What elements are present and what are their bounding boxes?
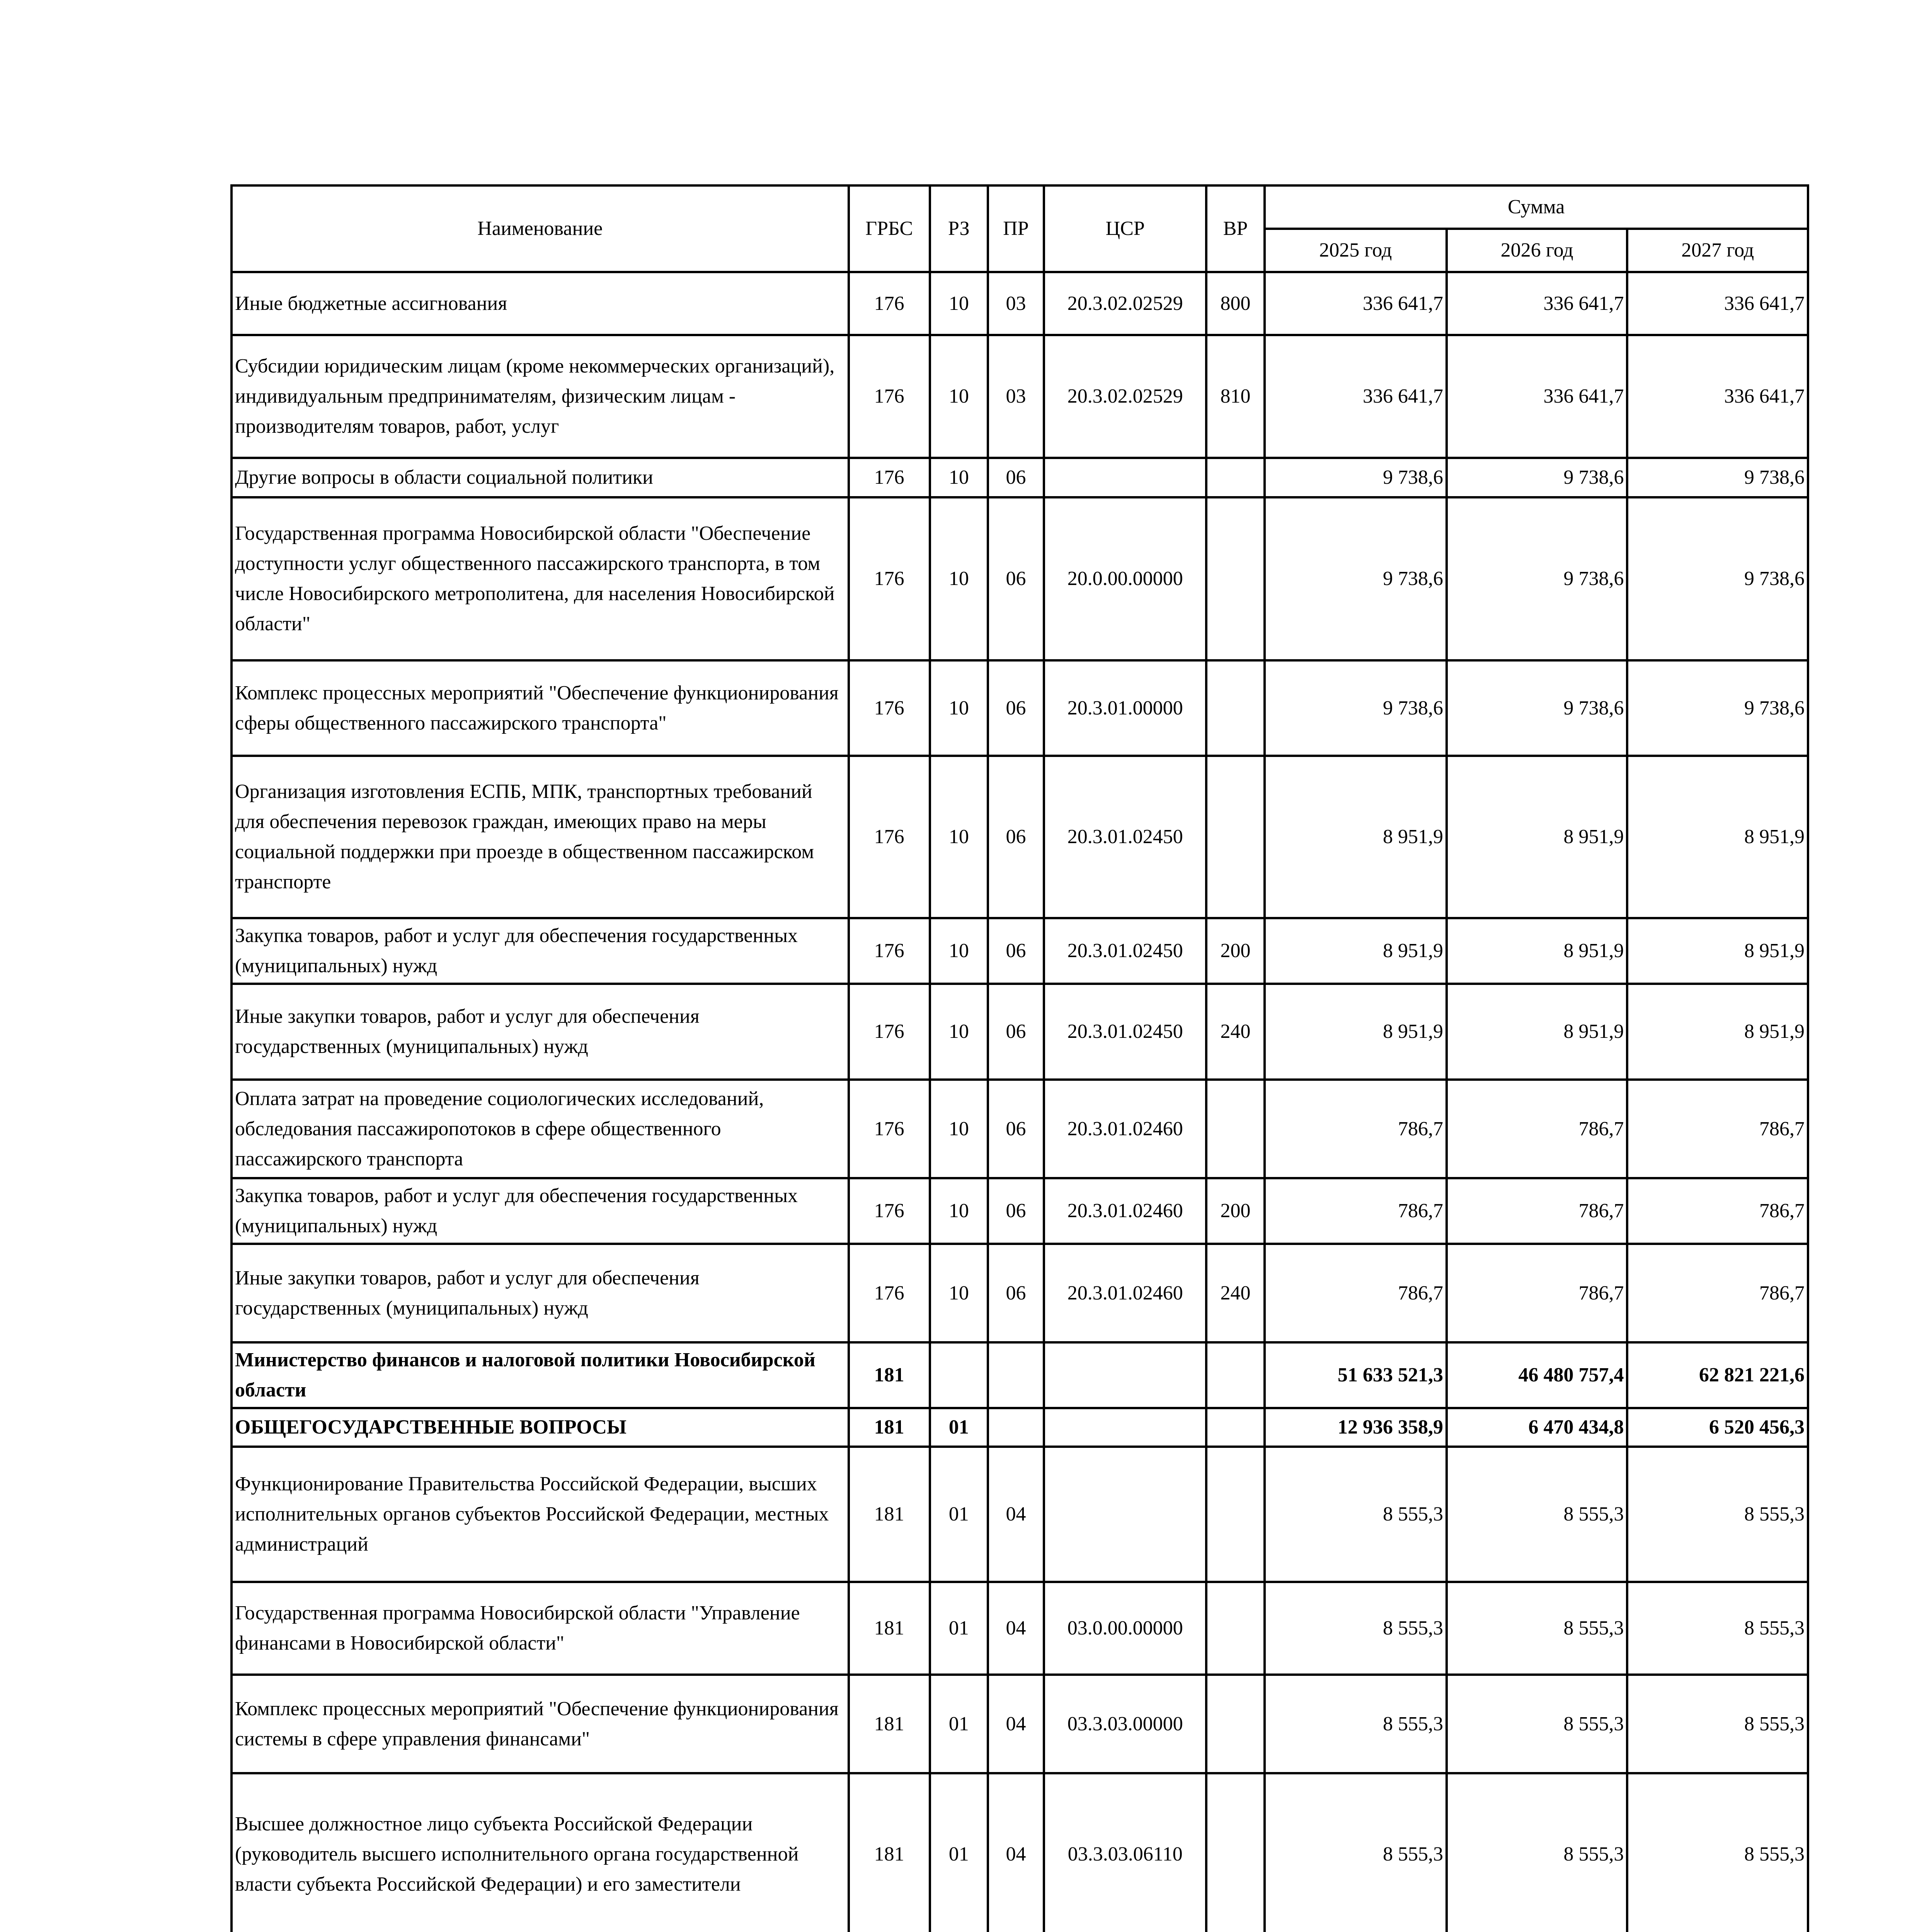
cell-vr (1206, 1342, 1264, 1408)
cell-sum-2025: 336 641,7 (1265, 335, 1447, 458)
cell-name: Субсидии юридическим лицам (кроме некоммерческих организаций), индивидуальным предпринимателям, физическим лицам - производителям товаров, работ, услуг (232, 335, 849, 458)
cell-sum-2026: 8 555,3 (1447, 1675, 1627, 1773)
cell-csr: 03.3.03.06110 (1044, 1773, 1206, 1932)
cell-csr: 20.3.01.02460 (1044, 1080, 1206, 1178)
cell-sum-2026: 786,7 (1447, 1080, 1627, 1178)
cell-sum-2025: 51 633 521,3 (1265, 1342, 1447, 1408)
cell-vr (1206, 1408, 1264, 1447)
table-row (232, 335, 1808, 458)
cell-sum-2026: 9 738,6 (1447, 660, 1627, 756)
cell-pr (988, 1342, 1044, 1408)
cell-rz: 01 (930, 1773, 988, 1932)
cell-sum-2025: 786,7 (1265, 1244, 1447, 1342)
cell-grbs: 181 (849, 1447, 930, 1582)
cell-sum-2027: 6 520 456,3 (1627, 1408, 1808, 1447)
cell-sum-2025: 8 555,3 (1265, 1582, 1447, 1675)
cell-rz: 10 (930, 272, 988, 335)
table-row (232, 1675, 1808, 1773)
cell-sum-2026: 336 641,7 (1447, 335, 1627, 458)
cell-sum-2026: 6 470 434,8 (1447, 1408, 1627, 1447)
cell-sum-2027: 9 738,6 (1627, 458, 1808, 497)
cell-name: Государственная программа Новосибирской области "Обеспечение доступности услуг общественного пассажирского транспорта, в том числе Новосибирского метрополитена, для населения Новосибирской области" (232, 497, 849, 660)
cell-sum-2027: 8 555,3 (1627, 1675, 1808, 1773)
cell-csr (1044, 1408, 1206, 1447)
cell-sum-2025: 336 641,7 (1265, 272, 1447, 335)
cell-sum-2026: 8 555,3 (1447, 1582, 1627, 1675)
cell-rz: 10 (930, 1178, 988, 1244)
cell-csr (1044, 1342, 1206, 1408)
cell-name: Комплекс процессных мероприятий "Обеспечение функционирования системы в сфере управления финансами" (232, 1675, 849, 1773)
cell-grbs: 181 (849, 1773, 930, 1932)
cell-pr: 03 (988, 272, 1044, 335)
header-sum: Сумма (1265, 185, 1808, 229)
cell-rz: 10 (930, 1244, 988, 1342)
cell-sum-2025: 8 951,9 (1265, 918, 1447, 984)
cell-vr: 240 (1206, 1244, 1264, 1342)
cell-sum-2027: 8 951,9 (1627, 984, 1808, 1080)
cell-rz: 10 (930, 1080, 988, 1178)
cell-csr: 20.3.02.02529 (1044, 335, 1206, 458)
cell-sum-2026: 9 738,6 (1447, 458, 1627, 497)
cell-sum-2025: 9 738,6 (1265, 497, 1447, 660)
cell-grbs: 176 (849, 984, 930, 1080)
cell-sum-2026: 786,7 (1447, 1244, 1627, 1342)
cell-sum-2025: 12 936 358,9 (1265, 1408, 1447, 1447)
table-row (232, 660, 1808, 756)
header-year-2026: 2026 год (1447, 229, 1627, 272)
cell-vr: 200 (1206, 1178, 1264, 1244)
cell-sum-2027: 336 641,7 (1627, 335, 1808, 458)
cell-sum-2026: 46 480 757,4 (1447, 1342, 1627, 1408)
cell-sum-2025: 8 555,3 (1265, 1773, 1447, 1932)
cell-sum-2025: 9 738,6 (1265, 660, 1447, 756)
table-row (232, 1408, 1808, 1447)
cell-csr: 20.3.02.02529 (1044, 272, 1206, 335)
cell-vr (1206, 1447, 1264, 1582)
header-csr: ЦСР (1044, 185, 1206, 272)
cell-sum-2025: 8 555,3 (1265, 1447, 1447, 1582)
table-row (232, 497, 1808, 660)
cell-vr (1206, 1582, 1264, 1675)
header-year-2027: 2027 год (1627, 229, 1808, 272)
cell-grbs: 181 (849, 1408, 930, 1447)
cell-vr: 800 (1206, 272, 1264, 335)
cell-pr: 04 (988, 1582, 1044, 1675)
cell-rz: 10 (930, 660, 988, 756)
cell-name: Оплата затрат на проведение социологических исследований, обследования пассажиропотоков в сфере общественного пассажирского транспорта (232, 1080, 849, 1178)
cell-csr: 03.0.00.00000 (1044, 1582, 1206, 1675)
cell-vr (1206, 1675, 1264, 1773)
header-grbs: ГРБС (849, 185, 930, 272)
header-rz: РЗ (930, 185, 988, 272)
cell-vr (1206, 1080, 1264, 1178)
cell-sum-2027: 8 555,3 (1627, 1447, 1808, 1582)
cell-sum-2027: 8 555,3 (1627, 1773, 1808, 1932)
cell-sum-2026: 8 555,3 (1447, 1773, 1627, 1932)
cell-sum-2025: 786,7 (1265, 1178, 1447, 1244)
header-year-2025: 2025 год (1265, 229, 1447, 272)
cell-sum-2027: 8 951,9 (1627, 918, 1808, 984)
cell-rz: 10 (930, 756, 988, 918)
header-vr: ВР (1206, 185, 1264, 272)
cell-vr (1206, 660, 1264, 756)
cell-grbs: 176 (849, 756, 930, 918)
cell-vr: 810 (1206, 335, 1264, 458)
cell-name: Организация изготовления ЕСПБ, МПК, транспортных требований для обеспечения перевозок граждан, имеющих право на меры социальной поддержки при проезде в общественном пассажирском транспорте (232, 756, 849, 918)
table-row (232, 1342, 1808, 1408)
cell-name: Высшее должностное лицо субъекта Российской Федерации (руководитель высшего исполнительного органа государственной власти субъекта Российской Федерации) и его заместители (232, 1773, 849, 1932)
cell-rz: 10 (930, 918, 988, 984)
cell-sum-2027: 9 738,6 (1627, 660, 1808, 756)
cell-name: Иные закупки товаров, работ и услуг для обеспечения государственных (муниципальных) нужд (232, 1244, 849, 1342)
cell-csr: 20.0.00.00000 (1044, 497, 1206, 660)
cell-pr: 06 (988, 497, 1044, 660)
cell-sum-2025: 8 951,9 (1265, 984, 1447, 1080)
cell-rz: 01 (930, 1675, 988, 1773)
header-name: Наименование (232, 185, 849, 272)
cell-grbs: 176 (849, 918, 930, 984)
cell-csr: 20.3.01.02460 (1044, 1178, 1206, 1244)
cell-pr: 06 (988, 984, 1044, 1080)
cell-sum-2025: 8 951,9 (1265, 756, 1447, 918)
cell-grbs: 176 (849, 1080, 930, 1178)
table-row (232, 1244, 1808, 1342)
cell-vr (1206, 1773, 1264, 1932)
cell-rz: 01 (930, 1582, 988, 1675)
cell-csr: 20.3.01.02460 (1044, 1244, 1206, 1342)
cell-csr: 20.3.01.02450 (1044, 918, 1206, 984)
cell-csr: 20.3.01.00000 (1044, 660, 1206, 756)
cell-pr: 06 (988, 1178, 1044, 1244)
cell-pr: 06 (988, 458, 1044, 497)
cell-vr (1206, 458, 1264, 497)
cell-vr (1206, 497, 1264, 660)
cell-sum-2026: 786,7 (1447, 1178, 1627, 1244)
cell-pr: 06 (988, 918, 1044, 984)
table-row (232, 1773, 1808, 1932)
cell-rz: 10 (930, 984, 988, 1080)
cell-csr: 03.3.03.00000 (1044, 1675, 1206, 1773)
cell-name: Функционирование Правительства Российской Федерации, высших исполнительных органов субъектов Российской Федерации, местных администраций (232, 1447, 849, 1582)
cell-pr: 04 (988, 1675, 1044, 1773)
cell-pr (988, 1408, 1044, 1447)
cell-sum-2026: 8 555,3 (1447, 1447, 1627, 1582)
cell-rz (930, 1342, 988, 1408)
cell-rz: 10 (930, 458, 988, 497)
cell-rz: 10 (930, 335, 988, 458)
cell-sum-2026: 8 951,9 (1447, 756, 1627, 918)
cell-name: Министерство финансов и налоговой политики Новосибирской области (232, 1342, 849, 1408)
table-row (232, 272, 1808, 335)
cell-name: Закупка товаров, работ и услуг для обеспечения государственных (муниципальных) нужд (232, 918, 849, 984)
cell-sum-2026: 8 951,9 (1447, 984, 1627, 1080)
cell-csr: 20.3.01.02450 (1044, 984, 1206, 1080)
cell-vr (1206, 756, 1264, 918)
cell-pr: 06 (988, 660, 1044, 756)
cell-sum-2026: 336 641,7 (1447, 272, 1627, 335)
cell-grbs: 176 (849, 335, 930, 458)
table-body (232, 272, 1808, 1932)
cell-grbs: 176 (849, 1178, 930, 1244)
cell-rz: 01 (930, 1408, 988, 1447)
cell-name: Комплекс процессных мероприятий "Обеспечение функционирования сферы общественного пассажирского транспорта" (232, 660, 849, 756)
cell-grbs: 176 (849, 497, 930, 660)
cell-grbs: 181 (849, 1342, 930, 1408)
cell-name: ОБЩЕГОСУДАРСТВЕННЫЕ ВОПРОСЫ (232, 1408, 849, 1447)
cell-pr: 03 (988, 335, 1044, 458)
cell-sum-2027: 9 738,6 (1627, 497, 1808, 660)
cell-pr: 04 (988, 1773, 1044, 1932)
cell-rz: 10 (930, 497, 988, 660)
cell-name: Другие вопросы в области социальной политики (232, 458, 849, 497)
cell-vr: 240 (1206, 984, 1264, 1080)
table-row (232, 756, 1808, 918)
cell-sum-2027: 336 641,7 (1627, 272, 1808, 335)
cell-sum-2027: 786,7 (1627, 1178, 1808, 1244)
cell-name: Иные закупки товаров, работ и услуг для обеспечения государственных (муниципальных) нужд (232, 984, 849, 1080)
cell-grbs: 176 (849, 458, 930, 497)
cell-vr: 200 (1206, 918, 1264, 984)
cell-sum-2026: 9 738,6 (1447, 497, 1627, 660)
cell-grbs: 176 (849, 660, 930, 756)
table-row (232, 458, 1808, 497)
cell-csr (1044, 458, 1206, 497)
cell-sum-2027: 786,7 (1627, 1080, 1808, 1178)
cell-sum-2027: 8 951,9 (1627, 756, 1808, 918)
cell-sum-2025: 786,7 (1265, 1080, 1447, 1178)
header-pr: ПР (988, 185, 1044, 272)
table-row (232, 918, 1808, 984)
cell-csr (1044, 1447, 1206, 1582)
cell-grbs: 181 (849, 1582, 930, 1675)
table-row (232, 1080, 1808, 1178)
table-row (232, 1582, 1808, 1675)
cell-sum-2026: 8 951,9 (1447, 918, 1627, 984)
cell-csr: 20.3.01.02450 (1044, 756, 1206, 918)
cell-sum-2025: 9 738,6 (1265, 458, 1447, 497)
cell-grbs: 176 (849, 272, 930, 335)
cell-sum-2025: 8 555,3 (1265, 1675, 1447, 1773)
cell-grbs: 181 (849, 1675, 930, 1773)
cell-name: Государственная программа Новосибирской области "Управление финансами в Новосибирской области" (232, 1582, 849, 1675)
cell-sum-2027: 8 555,3 (1627, 1582, 1808, 1675)
table-row (232, 1447, 1808, 1582)
cell-name: Иные бюджетные ассигнования (232, 272, 849, 335)
table-row (232, 984, 1808, 1080)
cell-pr: 06 (988, 756, 1044, 918)
cell-name: Закупка товаров, работ и услуг для обеспечения государственных (муниципальных) нужд (232, 1178, 849, 1244)
cell-pr: 06 (988, 1080, 1044, 1178)
budget-table (230, 184, 1809, 1932)
cell-grbs: 176 (849, 1244, 930, 1342)
cell-pr: 04 (988, 1447, 1044, 1582)
cell-sum-2027: 786,7 (1627, 1244, 1808, 1342)
table-row (232, 1178, 1808, 1244)
cell-sum-2027: 62 821 221,6 (1627, 1342, 1808, 1408)
cell-pr: 06 (988, 1244, 1044, 1342)
cell-rz: 01 (930, 1447, 988, 1582)
